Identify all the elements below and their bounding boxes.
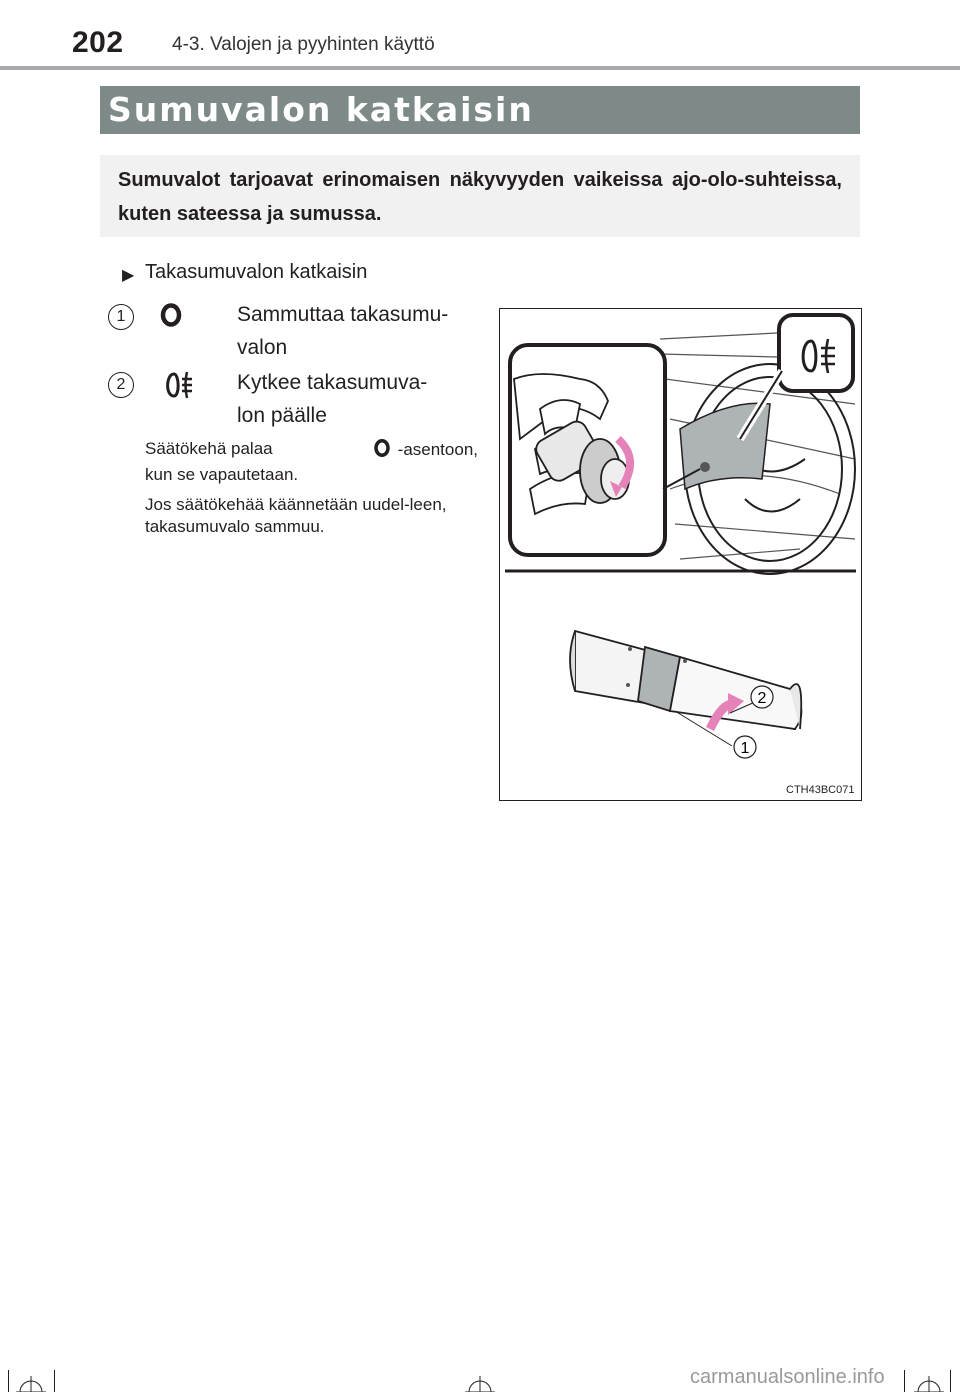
item-description-1 [237,298,474,364]
crop-mark [8,1370,9,1392]
registration-mark-icon [914,1374,944,1392]
note-2: Jos säätökehää käännetään uudel-leen, takasumuvalo sammuu. [145,495,447,536]
chapter-title: 4-3. Valojen ja pyyhinten käyttö [172,34,435,55]
item-1-line-2: valon [237,336,288,359]
note-1 [145,438,478,486]
item-1-line-1: Sammuttaa takasumu- [237,303,449,326]
item-number-2: 2 [108,372,134,398]
rear-fog-light-icon [160,370,196,405]
section-title: Sumuvalon katkaisin [108,90,534,129]
callout-2: 2 [757,690,767,707]
watermark: carmanualsonline.info [690,1366,885,1388]
note-1-after-rest: kun se vapautetaan. [145,465,299,484]
item-2-line-1: Kytkee takasumuva- [237,371,428,394]
triangle-bullet-icon: ▶ [122,267,135,284]
note-1-before: Säätökehä palaa [145,439,273,458]
registration-mark-icon [465,1374,495,1392]
crop-mark [54,1370,55,1392]
registration-mark-icon [16,1374,46,1392]
page-number: 202 [72,26,124,59]
crop-mark [950,1370,951,1392]
subsection-heading: Takasumuvalon katkaisin [145,261,368,283]
callout-1: 1 [740,740,750,757]
note-1-after-first: -asentoon, [397,440,478,459]
off-circle-icon [158,302,184,333]
item-number-1: 1 [108,304,134,330]
item-2-line-2: lon päälle [237,404,327,427]
figure-code: CTH43BC071 [786,784,855,796]
item-description-2 [237,366,474,432]
intro-text: Sumuvalot tarjoavat erinomaisen näkyvyyden vaikeissa ajo-olo-suhteissa, kuten sateessa ja sumussa. [118,169,842,225]
off-circle-inline-icon [372,438,392,464]
fog-switch-figure [499,308,862,801]
header-rule [0,66,960,70]
crop-mark [904,1370,905,1392]
